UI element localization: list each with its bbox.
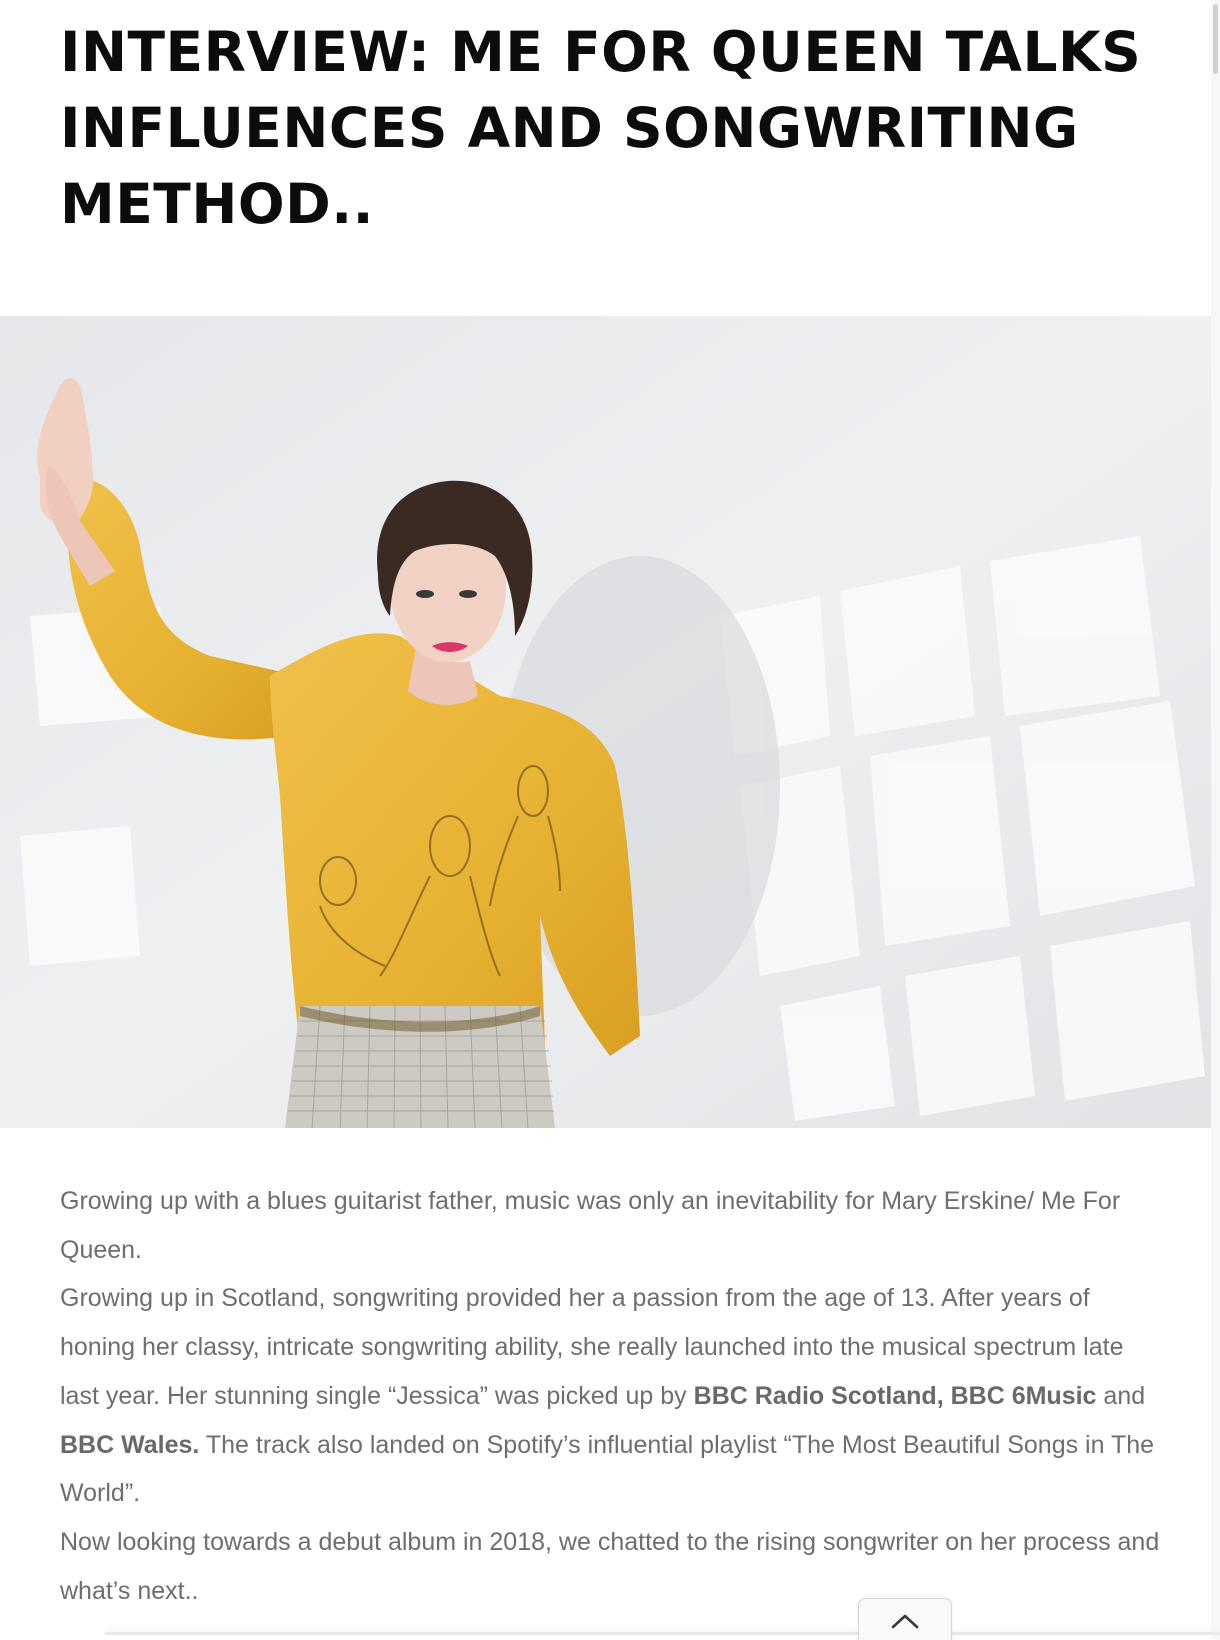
article-title: INTERVIEW: ME FOR QUEEN TALKS INFLUENCES AND SONGWRITING METHOD.. xyxy=(60,20,1142,236)
paragraph-2-rest: The track also landed on Spotify’s influential playlist “The Most Beautiful Songs in The World”. xyxy=(60,1430,1155,1508)
bbc-wales-bold: BBC Wales. xyxy=(60,1430,200,1459)
paragraph-1: Growing up with a blues guitarist father, music was only an inevitability for Mary Erskine/ Me For Queen. xyxy=(60,1187,1121,1264)
paragraph-2-text: Growing up in Scotland, songwriting provided her a passion from the age of 13. After years of honing her classy, intricate songwriting ability, she really launched into the musical spectrum late last year. Her stunning single “Jessica” was picked up by xyxy=(60,1284,1124,1410)
bbc-stations-bold: BBC Radio Scotland, BBC 6Music xyxy=(693,1381,1097,1410)
paragraph-2-and: and xyxy=(1096,1381,1146,1410)
hero-image xyxy=(0,316,1211,1128)
paragraph-3: Now looking towards a debut album in 2018, we chatted to the rising songwriter on her process and what’s next.. xyxy=(60,1527,1160,1605)
paragraph-2 xyxy=(60,1274,1160,1518)
scrollbar[interactable] xyxy=(1211,0,1220,1640)
scrollbar-thumb[interactable] xyxy=(1213,4,1218,74)
article-body xyxy=(60,1177,1160,1615)
bottom-divider xyxy=(105,1632,1220,1635)
chevron-up-icon xyxy=(891,1613,919,1629)
scroll-to-top-button[interactable] xyxy=(858,1598,952,1640)
